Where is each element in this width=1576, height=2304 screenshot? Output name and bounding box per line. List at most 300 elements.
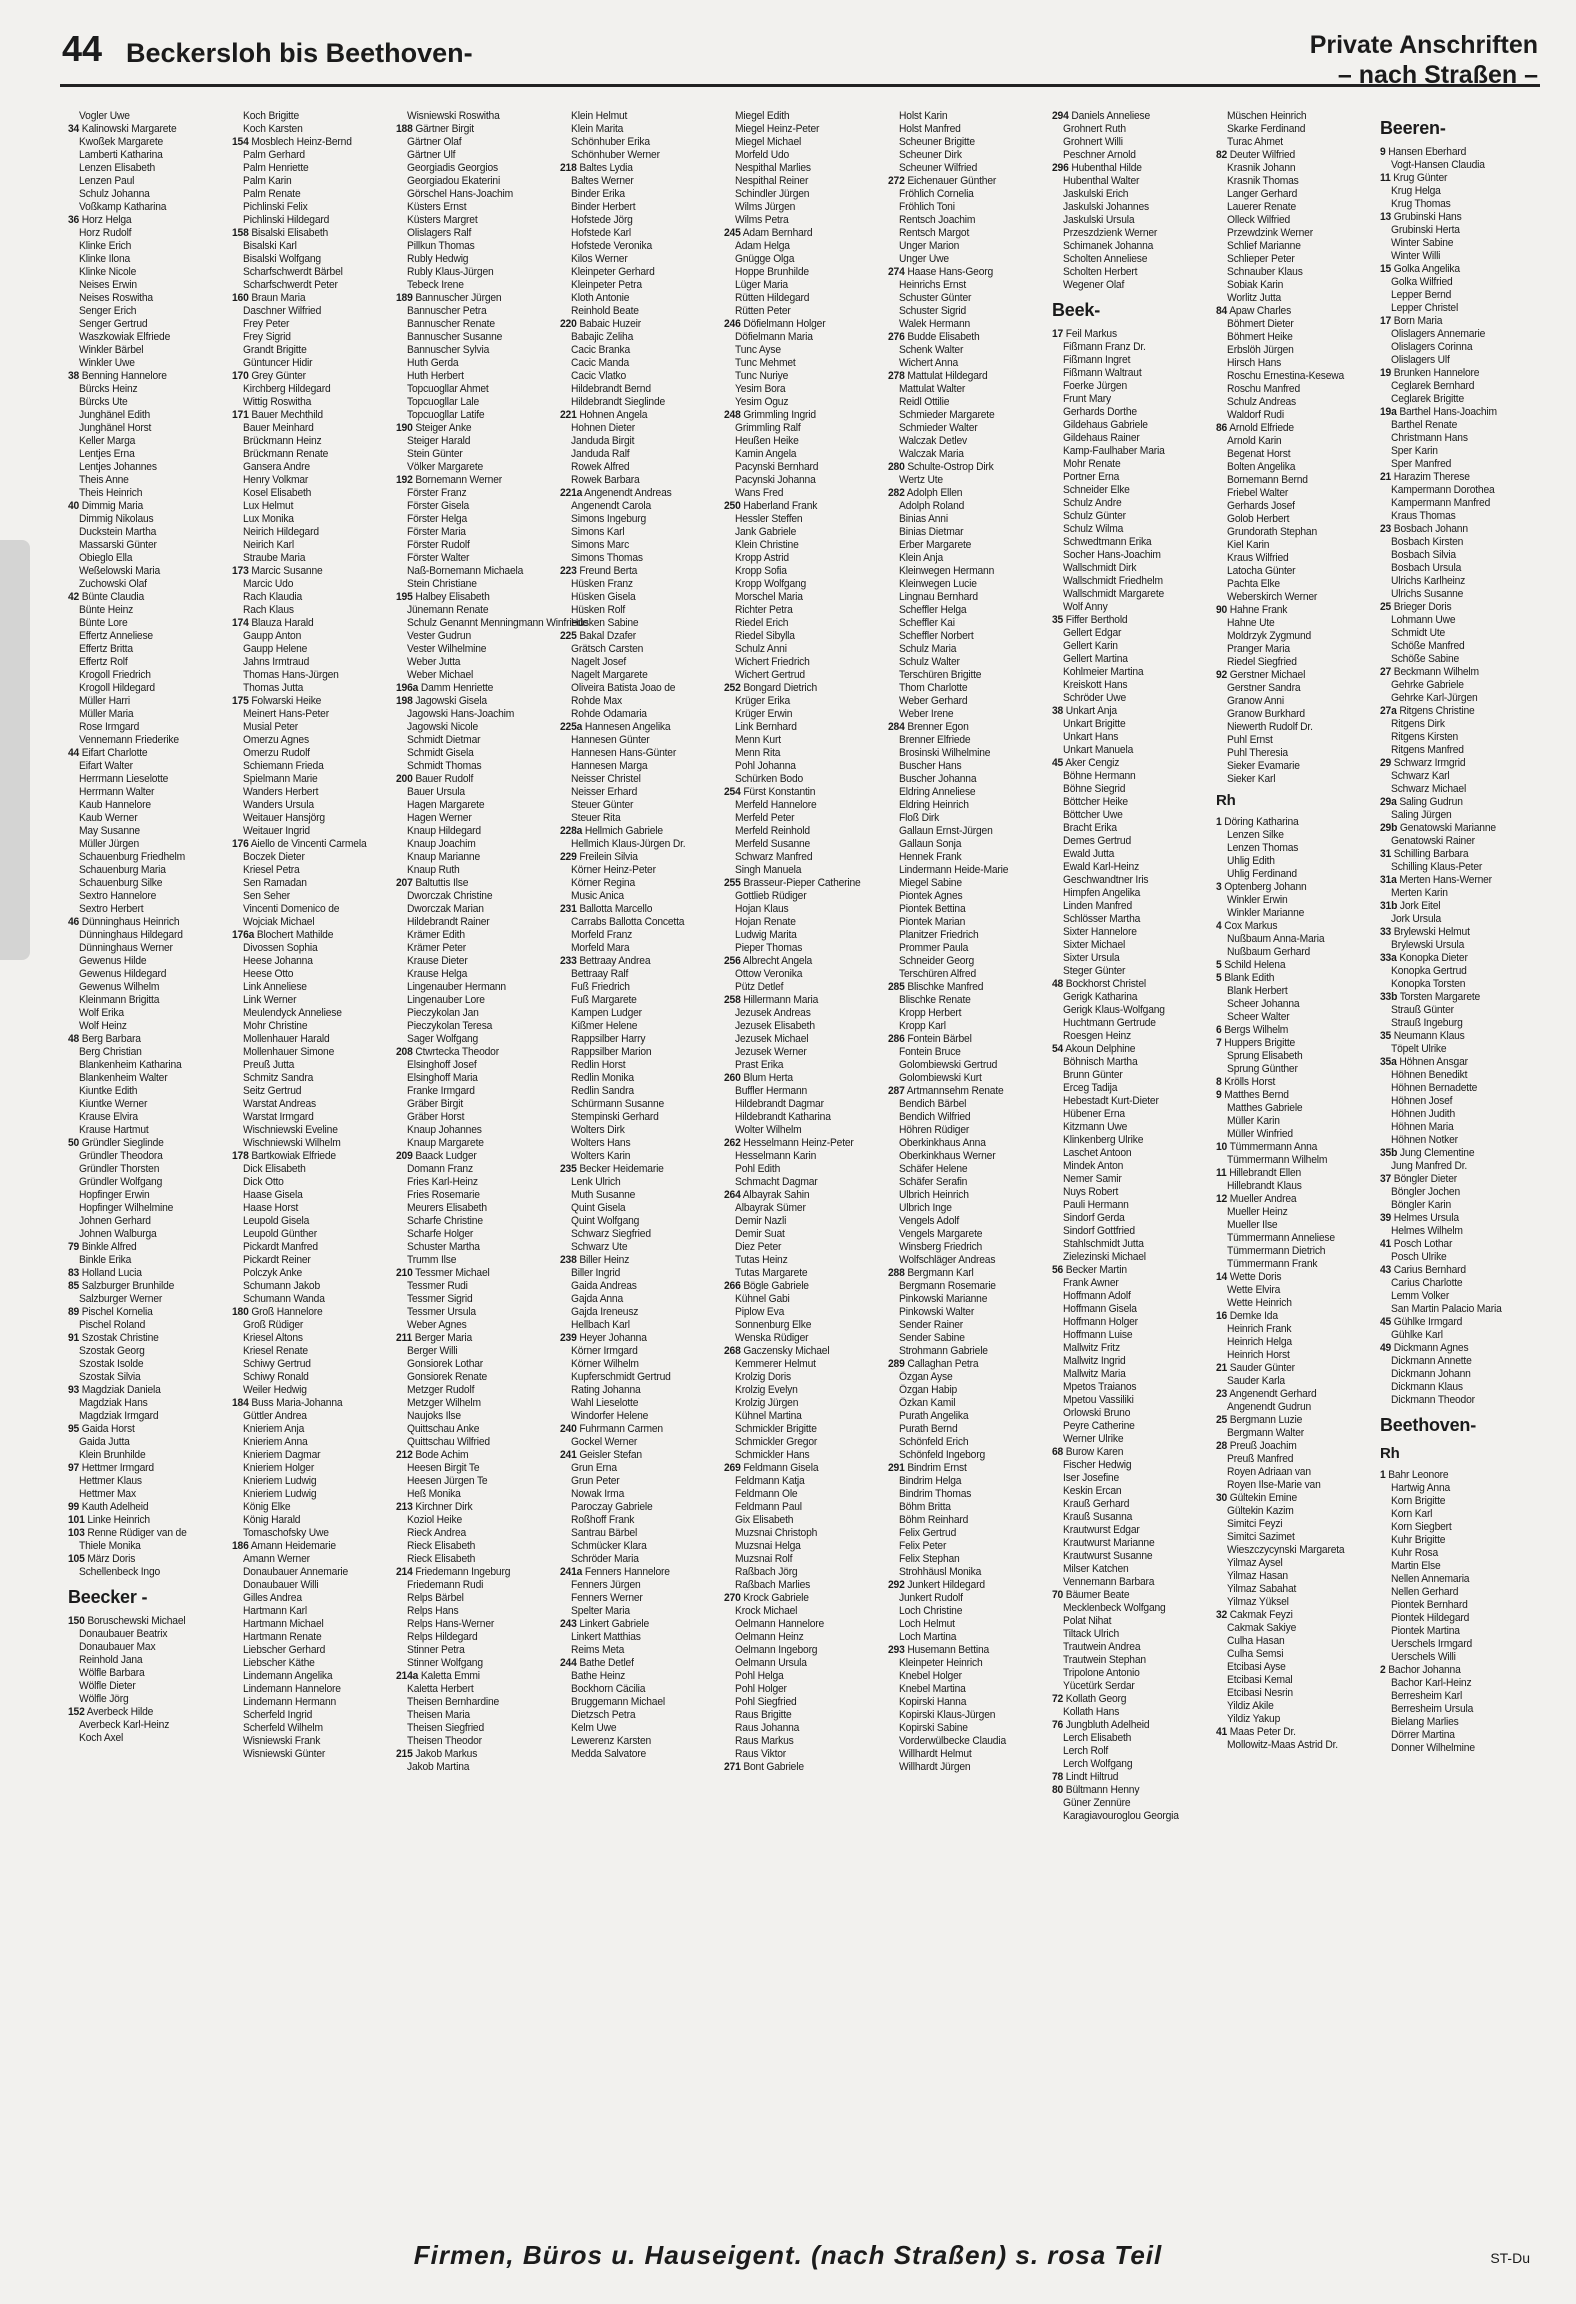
resident-name: Beckmann Wilhelm [1393, 666, 1479, 678]
house-number: 282 [888, 487, 905, 499]
resident-name: Schmieder Margarete [899, 409, 995, 421]
resident-name: Bisalski Elisabeth [251, 227, 329, 239]
resident-entry [68, 227, 219, 240]
resident-name: Kreiskott Hans [1063, 679, 1128, 691]
resident-entry [724, 136, 875, 149]
resident-entry [560, 1527, 711, 1540]
resident-name: Purath Angelika [899, 1410, 969, 1422]
resident-entry [724, 201, 875, 214]
resident-entry [1380, 1238, 1531, 1251]
resident-name: Heesen Jürgen Te [407, 1475, 488, 1487]
resident-entry [724, 565, 875, 578]
resident-entry [1052, 1394, 1203, 1407]
resident-entry [396, 565, 547, 578]
house-number: 198 [396, 695, 413, 707]
resident-name: Dworczak Marian [407, 903, 484, 915]
resident-entry [724, 253, 875, 266]
resident-name: Wölfle Jörg [79, 1693, 129, 1705]
resident-entry [68, 1566, 219, 1579]
resident-name: Hüsken Sabine [571, 617, 639, 629]
house-number: 228a [560, 825, 583, 837]
resident-name: Zuchowski Olaf [79, 578, 147, 590]
resident-name: Heinrich Helga [1227, 1336, 1292, 1348]
resident-name: Berger Maria [414, 1332, 473, 1344]
house-number: 1 [1380, 1469, 1386, 1481]
resident-name: Dünninghaus Heinrich [81, 916, 180, 928]
resident-entry [68, 435, 219, 448]
resident-entry [1216, 1154, 1367, 1167]
resident-name: Schulz Genannt Menningmann Winfriede [407, 617, 589, 629]
resident-name: Wette Heinrich [1227, 1297, 1292, 1309]
resident-name: Höhnen Ansgar [1399, 1056, 1468, 1068]
resident-entry [1380, 731, 1531, 744]
page-number: 44 [62, 28, 103, 69]
resident-name: Müller Maria [79, 708, 134, 720]
resident-entry [1380, 848, 1531, 861]
resident-entry [1216, 1596, 1367, 1609]
resident-name: Roesgen Heinz [1063, 1030, 1132, 1042]
resident-name: Krock Michael [735, 1605, 798, 1617]
resident-name: Carius Charlotte [1391, 1277, 1463, 1289]
resident-entry [724, 994, 875, 1007]
resident-entry [1380, 809, 1531, 822]
resident-entry [1380, 458, 1531, 471]
resident-entry [560, 1241, 711, 1254]
resident-entry [1380, 432, 1531, 445]
resident-name: Böngler Dieter [1393, 1173, 1457, 1185]
resident-name: Kamin Angela [735, 448, 797, 460]
resident-entry [232, 1397, 383, 1410]
resident-entry [1380, 653, 1531, 666]
resident-entry [232, 747, 383, 760]
resident-entry [888, 1098, 1039, 1111]
resident-entry [560, 1670, 711, 1683]
resident-name: Schellenbeck Ingo [79, 1566, 161, 1578]
resident-entry [1380, 913, 1531, 926]
resident-name: Hubenthal Hilde [1071, 162, 1142, 174]
resident-name: Rubly Hedwig [407, 253, 469, 265]
resident-entry [560, 591, 711, 604]
resident-entry [1052, 796, 1203, 809]
resident-name: Mpetos Traianos [1063, 1381, 1137, 1393]
resident-name: Scheuner Wilfried [899, 162, 978, 174]
resident-name: Singh Manuela [735, 864, 802, 876]
resident-name: Weberskirch Werner [1227, 591, 1318, 603]
resident-name: Simitci Sazimet [1227, 1531, 1295, 1543]
resident-entry [560, 188, 711, 201]
resident-name: Demir Nazli [735, 1215, 787, 1227]
house-number: 188 [396, 123, 413, 135]
resident-entry [560, 1384, 711, 1397]
resident-name: Lindemann Hannelore [243, 1683, 341, 1695]
resident-name: Schauenburg Friedhelm [79, 851, 186, 863]
resident-name: Lindemann Hermann [243, 1696, 337, 1708]
resident-entry [396, 422, 547, 435]
resident-name: Fißmann Ingret [1063, 354, 1131, 366]
resident-name: Husemann Bettina [907, 1644, 990, 1656]
resident-name: Pieczykolan Teresa [407, 1020, 493, 1032]
house-number: 15 [1380, 263, 1392, 275]
resident-name: Wischniewski Wilhelm [243, 1137, 341, 1149]
resident-name: Klein Marita [571, 123, 624, 135]
resident-entry [68, 903, 219, 916]
resident-name: Benning Hannelore [81, 370, 167, 382]
resident-name: Bauer Ursula [407, 786, 465, 798]
resident-entry [68, 279, 219, 292]
resident-name: Sixter Michael [1063, 939, 1126, 951]
resident-entry [396, 1449, 547, 1462]
resident-entry [560, 825, 711, 838]
resident-entry [1380, 874, 1531, 887]
resident-entry [1216, 474, 1367, 487]
resident-name: Menn Kurt [735, 734, 781, 746]
resident-name: Neisser Erhard [571, 786, 638, 798]
resident-entry [888, 1722, 1039, 1735]
resident-name: Lenzen Elisabeth [79, 162, 156, 174]
resident-name: Fenners Jürgen [571, 1579, 641, 1591]
resident-name: Yesim Oguz [735, 396, 789, 408]
resident-entry [888, 1306, 1039, 1319]
resident-entry [888, 1423, 1039, 1436]
resident-name: Prast Erika [735, 1059, 784, 1071]
house-number: 3 [1216, 881, 1222, 893]
resident-entry [1052, 1303, 1203, 1316]
resident-name: Raßbach Marlies [735, 1579, 811, 1591]
resident-name: Ritgens Kirsten [1391, 731, 1459, 743]
resident-entry [396, 1761, 547, 1774]
resident-name: Ottow Veronika [735, 968, 803, 980]
house-number: 21 [1380, 471, 1392, 483]
house-number: 225 [560, 630, 577, 642]
resident-name: Neises Erwin [79, 279, 137, 291]
resident-entry [396, 1475, 547, 1488]
resident-entry [1216, 1713, 1367, 1726]
house-number: 33 [1380, 926, 1392, 938]
resident-entry [1380, 159, 1531, 172]
resident-entry [724, 656, 875, 669]
resident-name: Feldmann Ole [735, 1488, 798, 1500]
house-number: 29 [1380, 757, 1392, 769]
house-number: 23 [1216, 1388, 1228, 1400]
resident-name: Halbey Elisabeth [415, 591, 490, 603]
resident-name: Nellen Annemaria [1391, 1573, 1470, 1585]
resident-name: Naß-Bornemann Michaela [407, 565, 524, 577]
resident-name: Budde Elisabeth [907, 331, 980, 343]
resident-entry [888, 344, 1039, 357]
resident-entry [1052, 1004, 1203, 1017]
resident-entry [724, 357, 875, 370]
resident-entry [1052, 1212, 1203, 1225]
resident-name: Mosblech Heinz-Bernd [251, 136, 352, 148]
house-number: 42 [68, 591, 80, 603]
resident-name: Roschu Ernestina-Kesewa [1227, 370, 1345, 382]
resident-entry [68, 747, 219, 760]
resident-entry [724, 318, 875, 331]
street-heading: Beecker - [68, 1587, 148, 1607]
resident-entry [1216, 972, 1367, 985]
resident-entry [724, 305, 875, 318]
resident-name: Huchtmann Gertrude [1063, 1017, 1156, 1029]
resident-entry [1216, 1440, 1367, 1453]
resident-name: Hojan Klaus [735, 903, 789, 915]
resident-name: Bendich Wilfried [899, 1111, 971, 1123]
house-number: 252 [724, 682, 741, 694]
house-number: 49 [1380, 1342, 1392, 1354]
resident-entry [1216, 1258, 1367, 1271]
resident-name: Domann Franz [407, 1163, 473, 1175]
resident-entry [888, 1761, 1039, 1774]
resident-entry [724, 1020, 875, 1033]
resident-entry [68, 240, 219, 253]
resident-entry [1216, 383, 1367, 396]
resident-name: Demke Ida [1229, 1310, 1278, 1322]
resident-name: Hoffmann Gisela [1063, 1303, 1137, 1315]
resident-name: Schwarz Manfred [735, 851, 813, 863]
resident-entry [1216, 682, 1367, 695]
resident-entry [724, 617, 875, 630]
resident-entry [560, 1592, 711, 1605]
resident-entry [560, 357, 711, 370]
resident-entry [724, 1150, 875, 1163]
resident-entry [888, 669, 1039, 682]
resident-name: Jünemann Renate [407, 604, 489, 616]
resident-entry [888, 903, 1039, 916]
house-number: 10 [1216, 1141, 1228, 1153]
resident-name: Hesselmann Heinz-Peter [743, 1137, 854, 1149]
resident-entry [1216, 1674, 1367, 1687]
resident-name: Weber Jutta [407, 656, 461, 668]
resident-entry [68, 1514, 219, 1527]
resident-name: Pinkowski Marianne [899, 1293, 988, 1305]
resident-entry [724, 1046, 875, 1059]
resident-entry [560, 1267, 711, 1280]
resident-name: Klein Helmut [571, 110, 628, 122]
resident-entry [1052, 1134, 1203, 1147]
resident-entry [232, 825, 383, 838]
resident-name: Massarski Günter [79, 539, 157, 551]
resident-name: Holst Manfred [899, 123, 961, 135]
resident-entry [724, 240, 875, 253]
resident-name: Wolf Anny [1063, 601, 1108, 613]
resident-name: Raus Johanna [735, 1722, 800, 1734]
resident-entry [68, 1423, 219, 1436]
resident-entry [888, 1163, 1039, 1176]
resident-name: Kilos Werner [571, 253, 628, 265]
house-number: 192 [396, 474, 413, 486]
resident-name: Marcic Udo [243, 578, 294, 590]
resident-entry [232, 1293, 383, 1306]
resident-name: Gaida Jutta [79, 1436, 130, 1448]
resident-name: Moldrzyk Zygmund [1227, 630, 1312, 642]
resident-name: Knebel Holger [899, 1670, 962, 1682]
resident-name: Lux Monika [243, 513, 294, 525]
resident-entry [724, 1358, 875, 1371]
resident-entry [396, 1722, 547, 1735]
resident-entry [724, 812, 875, 825]
resident-entry [232, 292, 383, 305]
house-number: 11 [1380, 172, 1391, 184]
resident-entry [1216, 1141, 1367, 1154]
resident-entry [724, 1748, 875, 1761]
resident-entry [888, 188, 1039, 201]
house-number: 212 [396, 1449, 413, 1461]
resident-name: Schmitz Sandra [243, 1072, 314, 1084]
resident-entry [1052, 1602, 1203, 1615]
resident-entry [560, 1150, 711, 1163]
resident-entry [888, 929, 1039, 942]
resident-entry [1380, 250, 1531, 263]
resident-entry [1216, 1284, 1367, 1297]
resident-entry [888, 1293, 1039, 1306]
resident-entry [1380, 289, 1531, 302]
resident-entry [1052, 1641, 1203, 1654]
resident-entry [1380, 1729, 1531, 1742]
resident-entry [396, 1293, 547, 1306]
resident-entry [560, 1540, 711, 1553]
resident-entry [1216, 920, 1367, 933]
resident-entry [1216, 214, 1367, 227]
resident-name: Liebscher Käthe [243, 1657, 315, 1669]
resident-name: Hartmann Renate [243, 1631, 322, 1643]
resident-name: Diez Peter [735, 1241, 782, 1253]
resident-name: Gerigk Klaus-Wolfgang [1063, 1004, 1165, 1016]
resident-name: Tiltack Ulrich [1063, 1628, 1119, 1640]
resident-entry [232, 1111, 383, 1124]
resident-name: Wette Elvira [1227, 1284, 1281, 1296]
house-number: 31b [1380, 900, 1398, 912]
resident-name: Tomaschofsky Uwe [243, 1527, 329, 1539]
resident-name: Omerzu Agnes [243, 734, 309, 746]
resident-name: Saling Jürgen [1391, 809, 1452, 821]
resident-name: Riedel Erich [735, 617, 789, 629]
resident-entry [68, 916, 219, 929]
resident-name: Kollath Georg [1065, 1693, 1127, 1705]
house-number: 207 [396, 877, 413, 889]
resident-name: Weber Agnes [407, 1319, 467, 1331]
resident-entry [68, 1319, 219, 1332]
house-number: 268 [724, 1345, 741, 1357]
house-number: 39 [1380, 1212, 1392, 1224]
resident-name: Lerch Rolf [1063, 1745, 1109, 1757]
resident-entry [1380, 744, 1531, 757]
house-number: 91 [68, 1332, 80, 1344]
resident-entry [560, 812, 711, 825]
resident-name: Granow Burkhard [1227, 708, 1305, 720]
resident-entry [232, 877, 383, 890]
resident-name: Hildebrandt Katharina [735, 1111, 831, 1123]
resident-name: Voßkamp Katharina [79, 201, 167, 213]
resident-name: Puhl Theresia [1227, 747, 1288, 759]
resident-entry [888, 487, 1039, 500]
resident-entry [396, 1215, 547, 1228]
resident-name: Pohl Holger [735, 1683, 787, 1695]
resident-entry [68, 1254, 219, 1267]
resident-entry [68, 786, 219, 799]
resident-name: Hartwig Anna [1391, 1482, 1451, 1494]
resident-name: Haase Hans-Georg [907, 266, 994, 278]
resident-entry [1052, 1654, 1203, 1667]
resident-entry [724, 149, 875, 162]
resident-entry [888, 1033, 1039, 1046]
resident-entry [1380, 1264, 1531, 1277]
resident-entry [724, 1553, 875, 1566]
resident-entry [232, 1306, 383, 1319]
resident-entry [396, 1280, 547, 1293]
resident-name: Amann Werner [243, 1553, 310, 1565]
resident-name: Tessmer Ursula [407, 1306, 476, 1318]
resident-name: Krautwurst Susanne [1063, 1550, 1153, 1562]
resident-entry [1216, 656, 1367, 669]
resident-entry [68, 656, 219, 669]
resident-name: Schröder Uwe [1063, 692, 1127, 704]
resident-entry [232, 1215, 383, 1228]
resident-entry [68, 1732, 219, 1745]
resident-name: Kißmer Helene [571, 1020, 638, 1032]
resident-name: Lemm Volker [1391, 1290, 1450, 1302]
resident-entry [888, 1020, 1039, 1033]
resident-entry [1216, 946, 1367, 959]
resident-entry [232, 227, 383, 240]
house-number: 93 [68, 1384, 80, 1396]
resident-entry [232, 1644, 383, 1657]
resident-entry [232, 773, 383, 786]
resident-name: Redlin Horst [571, 1059, 626, 1071]
house-number: 12 [1216, 1193, 1228, 1205]
resident-entry [1052, 1706, 1203, 1719]
resident-name: Sen Seher [243, 890, 291, 902]
resident-entry [232, 240, 383, 253]
resident-name: Burow Karen [1065, 1446, 1124, 1458]
resident-name: Ludwig Marita [735, 929, 797, 941]
resident-name: Heinrichs Ernst [899, 279, 967, 291]
resident-entry [1380, 822, 1531, 835]
resident-name: Mueller Ilse [1227, 1219, 1278, 1231]
resident-name: Olislagers Ralf [407, 227, 472, 239]
resident-name: Helmes Wilhelm [1391, 1225, 1463, 1237]
resident-entry [396, 513, 547, 526]
resident-entry [560, 344, 711, 357]
resident-name: Weitauer Ingrid [243, 825, 310, 837]
resident-name: Müschen Heinrich [1227, 110, 1307, 122]
resident-entry [724, 214, 875, 227]
resident-name: Küsters Ernst [407, 201, 467, 213]
resident-name: Seitz Gertrud [243, 1085, 302, 1097]
resident-entry [1216, 149, 1367, 162]
resident-name: Binder Erika [571, 188, 625, 200]
house-number: 23 [1380, 523, 1392, 535]
resident-name: Grimmling Ingrid [743, 409, 816, 421]
resident-name: Hesselmann Karin [735, 1150, 817, 1162]
resident-name: Weber Irene [899, 708, 954, 720]
resident-name: Braun Maria [251, 292, 306, 304]
resident-name: Schmickler Brigitte [735, 1423, 817, 1435]
resident-entry [724, 474, 875, 487]
resident-entry [724, 188, 875, 201]
resident-name: Hildebrandt Bernd [571, 383, 651, 395]
resident-entry [1052, 1693, 1203, 1706]
resident-entry [560, 1046, 711, 1059]
resident-name: Sauder Karla [1227, 1375, 1285, 1387]
resident-entry [560, 1553, 711, 1566]
resident-name: Berresheim Ursula [1391, 1703, 1474, 1715]
resident-entry [1216, 604, 1367, 617]
resident-entry [560, 1423, 711, 1436]
resident-entry [1216, 907, 1367, 920]
resident-name: Wisniewski Günter [243, 1748, 326, 1760]
house-number: 175 [232, 695, 249, 707]
resident-entry [1216, 1232, 1367, 1245]
resident-name: Unkart Brigitte [1063, 718, 1126, 730]
